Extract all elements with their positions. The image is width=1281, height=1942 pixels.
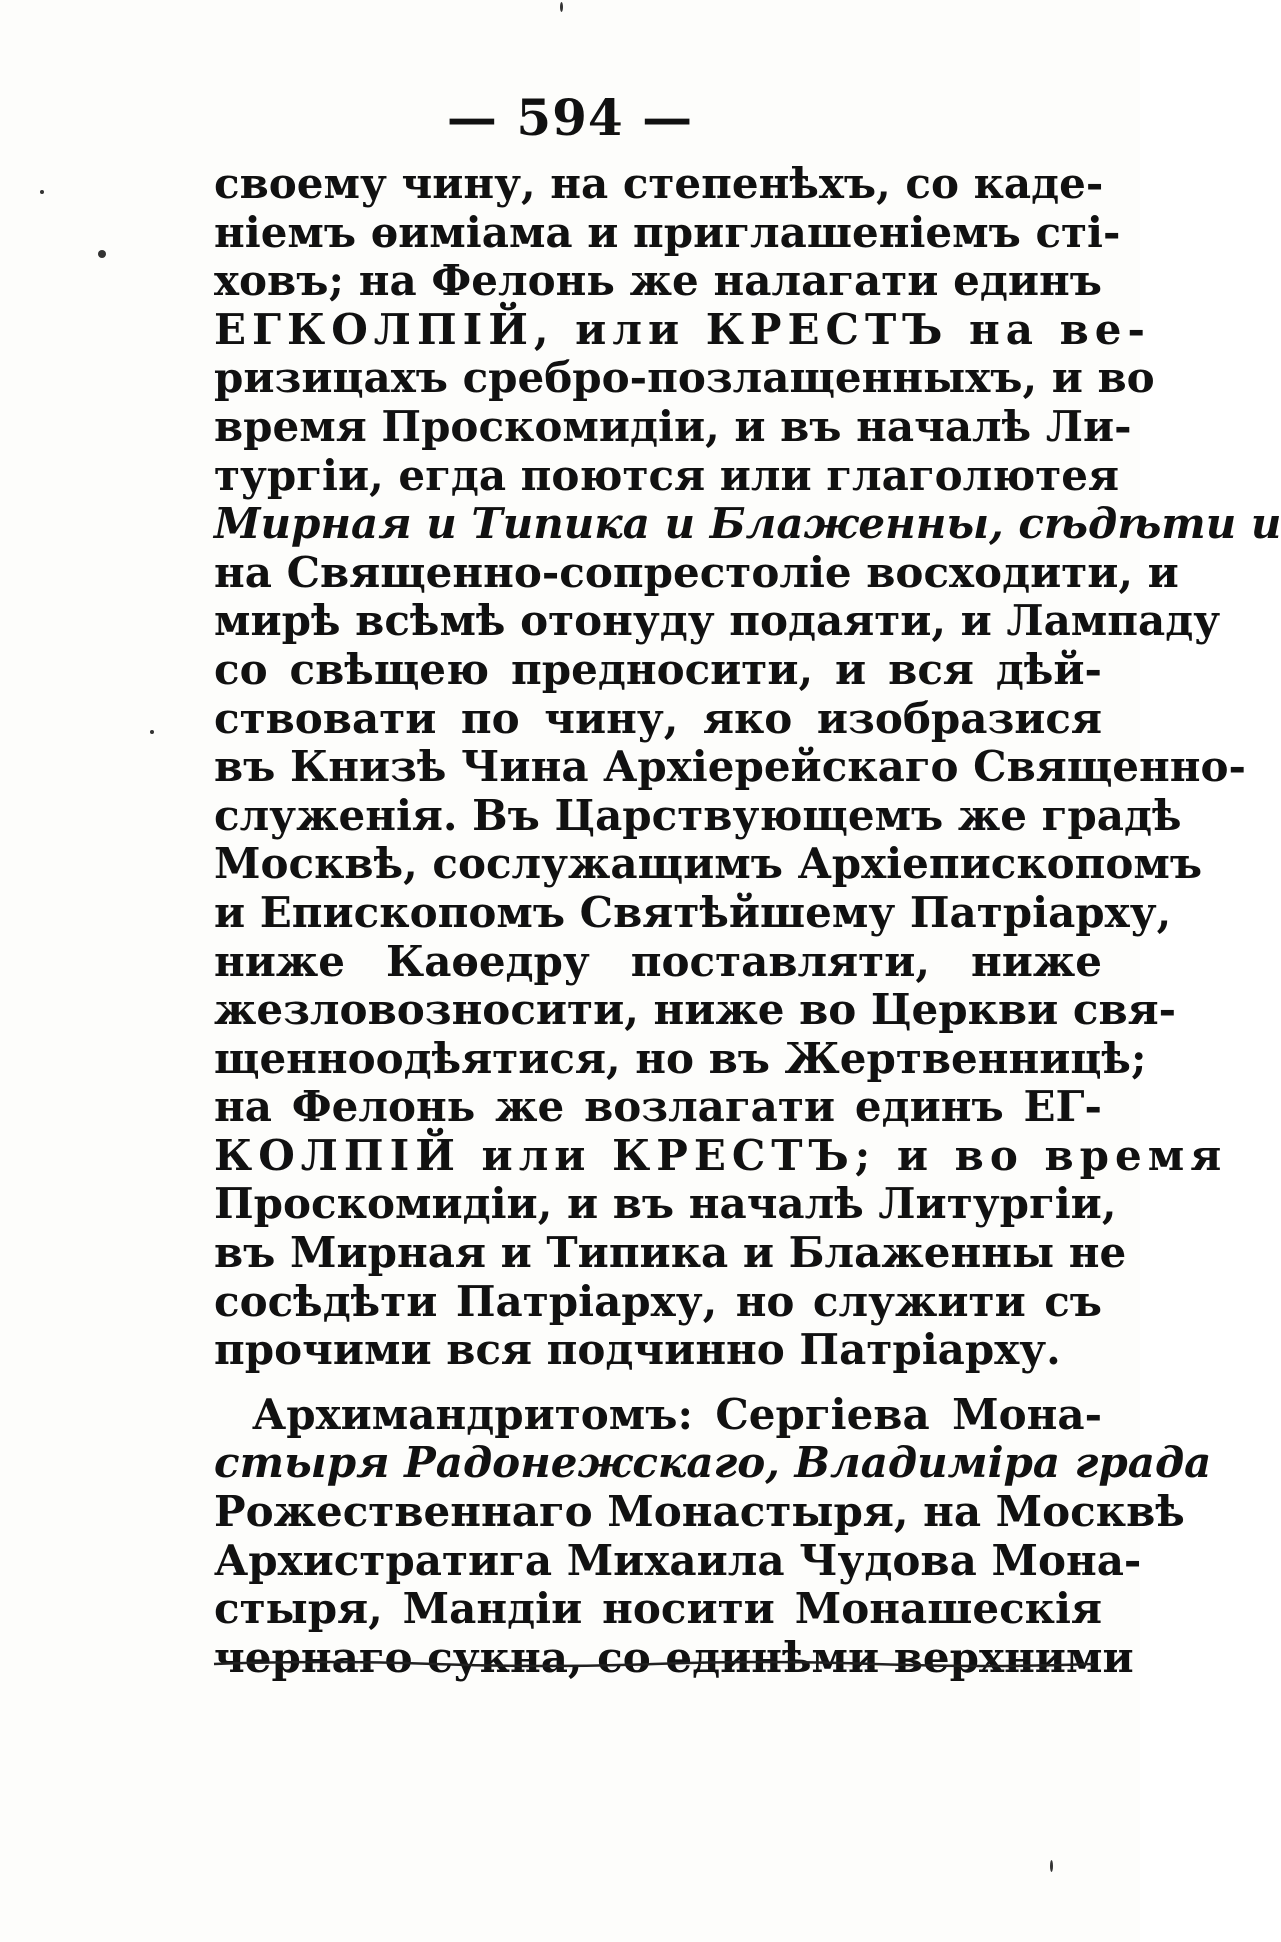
text-line: прочими вся подчинно Патріарху. [214, 1325, 1061, 1375]
paragraph-line: стыря, Мандіи носити Монашескія [214, 1584, 1102, 1634]
body-text [214, 159, 1281, 1682]
text-line: своему чину, на степенѣхъ, со каде- [214, 159, 1104, 208]
text-line: служенія. Въ Царствующемъ же градѣ [214, 790, 1182, 840]
paragraph-line: Рожественнаго Монастыря, на Москвѣ [214, 1487, 1185, 1537]
text-line: ризицахъ сребро-позлащенныхъ, и во [214, 353, 1155, 403]
text-line: ніемъ ѳиміама и приглашеніемъ стi- [214, 207, 1121, 257]
text-line: на Священно-сопрестоліе восходити, и [214, 547, 1179, 597]
ink-speck [150, 730, 154, 734]
text-line: тургіи, егда поются или глаголютея [214, 450, 1120, 500]
text-line: ховъ; на Фелонь же налагати единъ [214, 256, 1102, 306]
text-line: жезловозносити, ниже во Церкви свя- [214, 985, 1177, 1035]
text-line: щенноодѣятися, но въ Жертвенницѣ; [214, 1033, 1147, 1083]
wavy-rule [214, 1660, 1094, 1668]
page-number: — 594 — [446, 88, 694, 147]
text-line: Москвѣ, сослужащимъ Архіепископомъ [214, 839, 1203, 889]
ink-speck [40, 190, 44, 194]
ink-speck [98, 250, 106, 258]
paragraph-line: чернаго сукна, со единѣми верхними [214, 1632, 1134, 1682]
ink-speck [560, 2, 563, 12]
text-line: со свѣщею предносити, и вся дѣй- [214, 644, 1102, 694]
text-line: Мирная и Типика и Блаженны, сѣдѣти и [214, 499, 1281, 549]
text-line: ствовати по чину, яко изобразися [214, 693, 1102, 743]
text-line: въ Книзѣ Чина Архіерейскаго Священно- [214, 742, 1246, 792]
ink-speck [1050, 1860, 1053, 1872]
text-line: и Епископомъ Святѣйшему Патріарху, [214, 887, 1172, 937]
text-line: время Проскомидіи, и въ началѣ Ли- [214, 401, 1132, 451]
text-line: въ Мирная и Типика и Блаженны не [214, 1228, 1127, 1278]
paragraph-line: Архистратига Михаила Чудова Мона- [214, 1535, 1142, 1585]
paragraph-line: стыря Радонежскаго, Владиміра града [214, 1438, 1212, 1488]
text-line: ЕГКОЛПІЙ, или КРЕСТЪ на ве- [214, 304, 1151, 354]
text-line: Проскомидіи, и въ началѣ Литургіи, [214, 1179, 1117, 1229]
text-line: КОЛПІЙ или КРЕСТЪ; и во время [214, 1130, 1228, 1180]
text-line: сосѣдѣти Патріарху, но служити съ [214, 1276, 1102, 1326]
text-line: ниже Каѳедру поставляти, ниже [214, 936, 1102, 986]
paragraph-line: Архимандритомъ: Сергіева Мона- [252, 1389, 1102, 1439]
text-line: на Фелонь же возлагати единъ ЕГ- [214, 1082, 1102, 1132]
text-line: мирѣ всѣмѣ отонуду подаяти, и Лампаду [214, 596, 1221, 646]
